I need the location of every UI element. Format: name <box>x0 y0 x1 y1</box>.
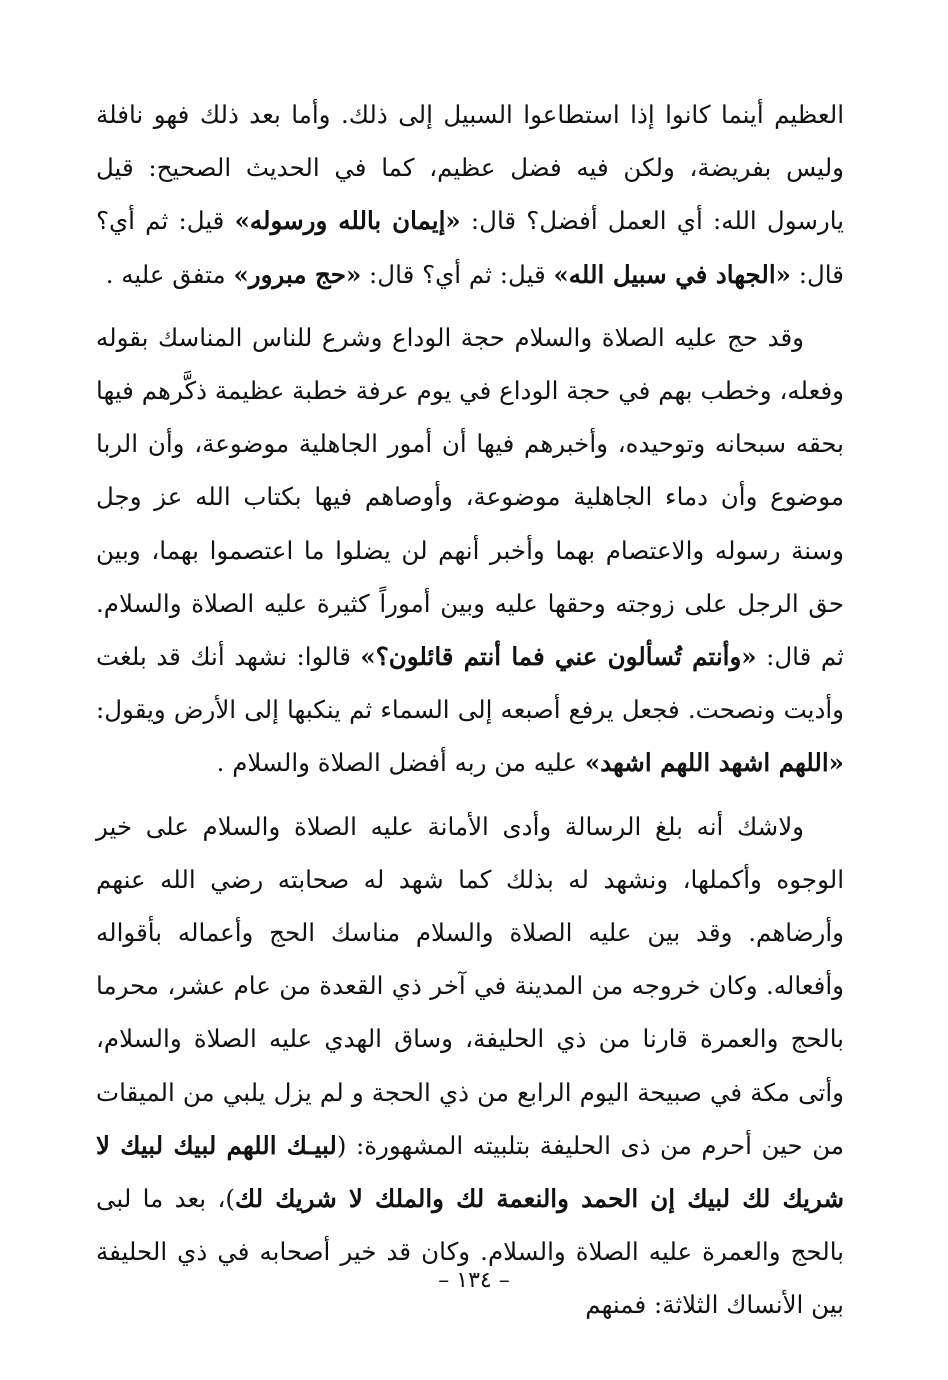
text-run: قالوا: نشهد أنك قد بلغت وأديت ونصحت. فجعل يرفع أصبعه إلى السماء ثم ينكبها إلى الأرض ويقول: <box>96 642 844 725</box>
hadith-quote: «حج مبرور» <box>233 259 362 289</box>
text-run: وقد حج عليه الصلاة والسلام حجة الوداع وشرع للناس المناسك بقوله وفعله، وخطب بهم في حجة الوداع في يوم عرفة خطبة عظيمة ذكَّرهم فيها بحقه سبحانه وتوحيده، وأخبرهم فيها أن أمور الجاهلية موضوعة، وأن الربا موضوع وأن دماء الجاهلية موضوعة، وأوصاهم فيها بكتاب الله عز وجل وسنة رسوله والاعتصام بهما وأخبر أنهم لن يضلوا ما اعتصموا بهما، وبين حق الرجل على زوجته وحقها عليه وبين أموراً كثيرة عليه الصلاة والسلام. ثم قال: <box>96 322 844 672</box>
page-number: – ١٣٤ – <box>438 1268 510 1293</box>
hadith-quote: «إيمان بالله ورسوله» <box>234 206 461 236</box>
hadith-quote: «الجهاد في سبيل الله» <box>553 259 791 289</box>
text-run: قيل: ثم أي؟ قال: <box>96 206 844 289</box>
body-text <box>96 88 844 1332</box>
hadith-quote: «وأنتم تُسألون عني فما أنتم قائلون؟» <box>360 642 757 672</box>
paragraph-2 <box>96 311 844 790</box>
text-run: عليه من ربه أفضل الصلاة والسلام . <box>216 748 585 778</box>
text-run: )، بعد ما لبى بالحج والعمرة عليه الصلاة والسلام. وكان قد خير أصحابه في ذي الحليفة بين الأنساك الثلاثة: فمنهم <box>96 1184 844 1320</box>
text-run: متفق عليه . <box>105 259 234 289</box>
text-run: قيل: ثم أي؟ قال: <box>361 259 554 289</box>
text-run: ولاشك أنه بلغ الرسالة وأدى الأمانة عليه الصلاة والسلام على خير الوجوه وأكملها، ونشهد له بذلك كما شهد له صحابته رضي الله عنهم وأرضاهم. وقد بين عليه الصلاة والسلام مناسك الحج وأعماله بأقواله وأفعاله. وكان خروجه من المدينة في آخر ذي القعدة من عام عشر، محرما بالحج والعمرة قارنا من ذي الحليفة، وساق الهدي عليه الصلاة والسلام، وأتى مكة في صبيحة اليوم الرابع من ذي الحجة و لم يزل يلبي من الميقات من حين أحرم من ذى الحليفة بتلبيته المشهورة: ( <box>96 811 844 1160</box>
hadith-quote: «اللهم اشهد اللهم اشهد» <box>584 748 844 778</box>
paragraph-1 <box>96 88 844 301</box>
paragraph-3 <box>96 800 844 1332</box>
text-run: العظيم أينما كانوا إذا استطاعوا السبيل إلى ذلك. وأما بعد ذلك فهو نافلة وليس بفريضة، ولكن فيه فضل عظيم، كما في الحديث الصحيح: قيل يارسول الله: أي العمل أفضل؟ قال: <box>96 100 845 236</box>
talbiyah-quote: لبيـك اللهم لبيك لبيك لا شريك لك لبيك إن الحمد والنعمة لك والملك لا شريك لك <box>96 1130 844 1214</box>
